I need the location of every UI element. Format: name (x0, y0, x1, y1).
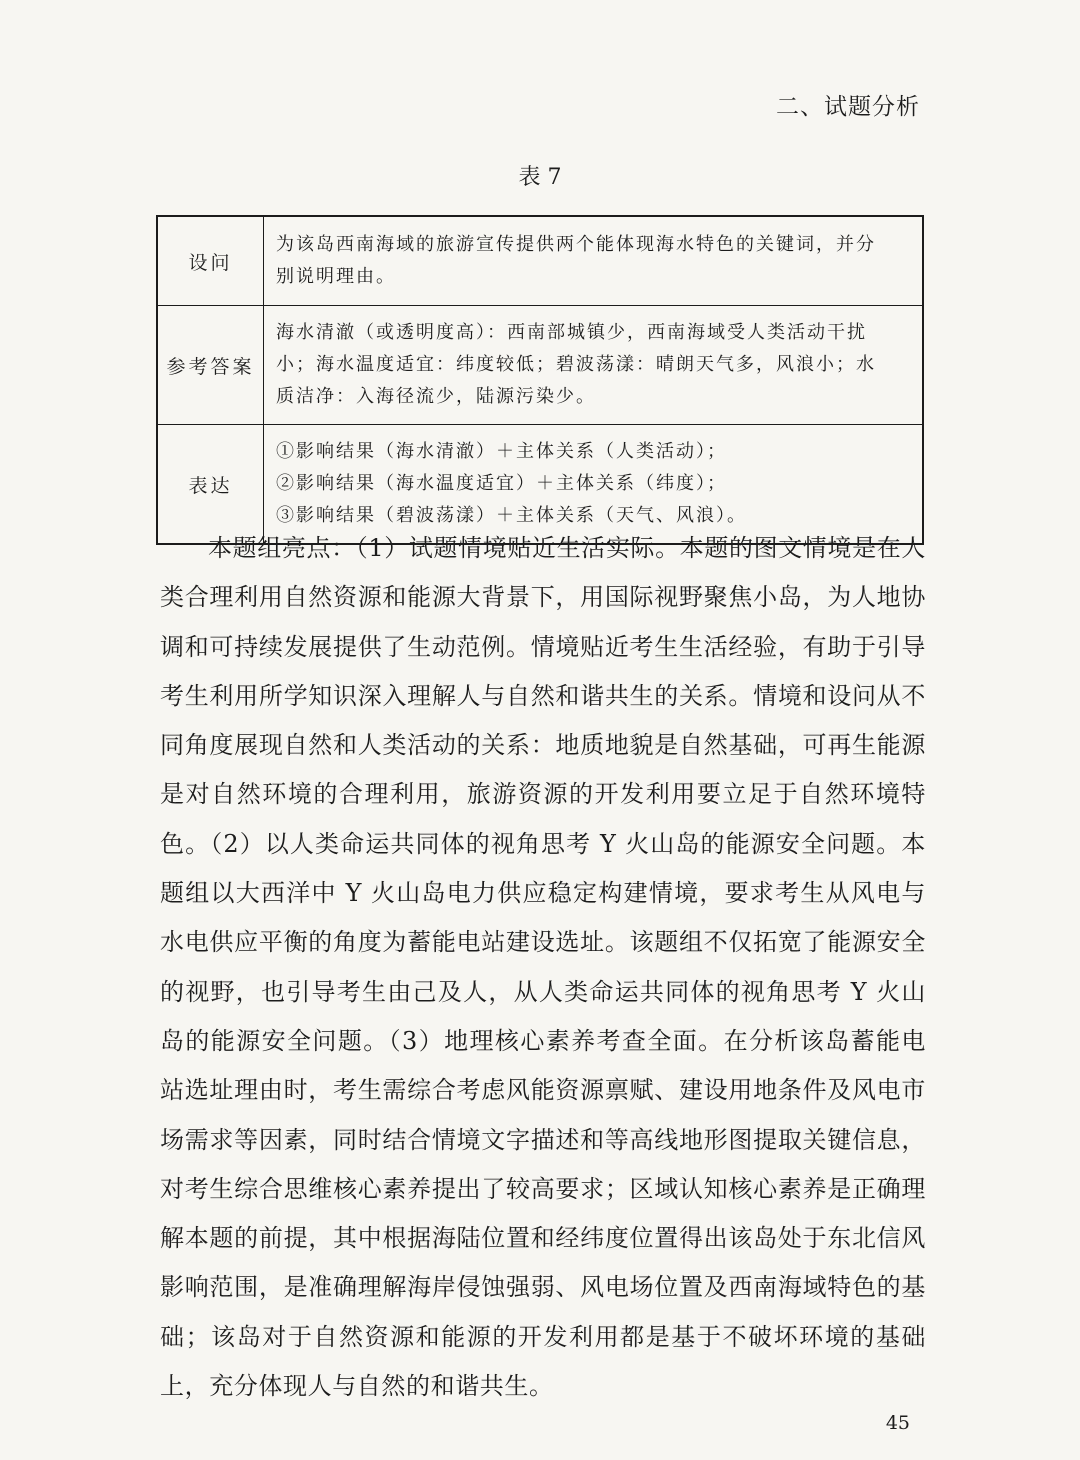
table-row-answer (157, 306, 923, 425)
answer-line-2: 小；海水温度适宜：纬度较低；碧波荡漾：晴朗天气多，风浪小；水 (276, 354, 876, 375)
question-line-2: 别说明理由。 (276, 266, 396, 287)
expression-line-1: ①影响结果（海水清澈）＋主体关系（人类活动）； (276, 441, 727, 462)
row-label-expression: 表达 (157, 425, 264, 545)
answer-line-3: 质洁净：入海径流少，陆源污染少。 (276, 386, 596, 407)
expression-line-2: ②影响结果（海水温度适宜）＋主体关系（纬度）； (276, 473, 727, 494)
expression-line-3: ③影响结果（碧波荡漾）＋主体关系（天气、风浪）。 (276, 505, 747, 526)
question-table (156, 215, 924, 545)
analysis-paragraph: 本题组亮点：（1）试题情境贴近生活实际。本题的图文情境是在人类合理利用自然资源和能源大背景下，用国际视野聚焦小岛，为人地协调和可持续发展提供了生动范例。情境贴近考生生活经验，有助于引导考生利用所学知识深入理解人与自然和谐共生的关系。情境和设问从不同角度展现自然和人类活动的关系：地质地貌是自然基础，可再生能源是对自然环境的合理利用，旅游资源的开发利用要立足于自然环境特色。（2）以人类命运共同体的视角思考 Y 火山岛的能源安全问题。本题组以大西洋中 Y 火山岛电力供应稳定构建情境，要求考生从风电与水电供应平衡的角度为蓄能电站建设选址。该题组不仅拓宽了能源安全的视野，也引导考生由己及人，从人类命运共同体的视角思考 Y 火山岛的能源安全问题。（3）地理核心素养考查全面。在分析该岛蓄能电站选址理由时，考生需综合考虑风能资源禀赋、建设用地条件及风电市场需求等因素，同时结合情境文字描述和等高线地形图提取关键信息，对考生综合思维核心素养提出了较高要求；区域认知核心素养是正确理解本题的前提，其中根据海陆位置和经纬度位置得出该岛处于东北信风影响范围，是准确理解海岸侵蚀强弱、风电场位置及西南海域特色的基础；该岛对于自然资源和能源的开发利用都是基于不破坏环境的基础上，充分体现人与自然的和谐共生。 (160, 534, 926, 1401)
answer-line-1: 海水清澈（或透明度高）：西南部城镇少，西南海域受人类活动干扰 (276, 322, 867, 343)
row-label-question: 设问 (157, 216, 264, 306)
row-content-answer (264, 306, 924, 425)
row-content-question (264, 216, 924, 306)
question-line-1: 为该岛西南海域的旅游宣传提供两个能体现海水特色的关键词，并分 (276, 234, 876, 255)
running-head: 二、试题分析 (776, 94, 920, 120)
row-label-answer: 参考答案 (157, 306, 264, 425)
page-number: 45 (885, 1412, 910, 1434)
table-caption: 表 7 (518, 165, 562, 190)
table-row-question (157, 216, 923, 306)
